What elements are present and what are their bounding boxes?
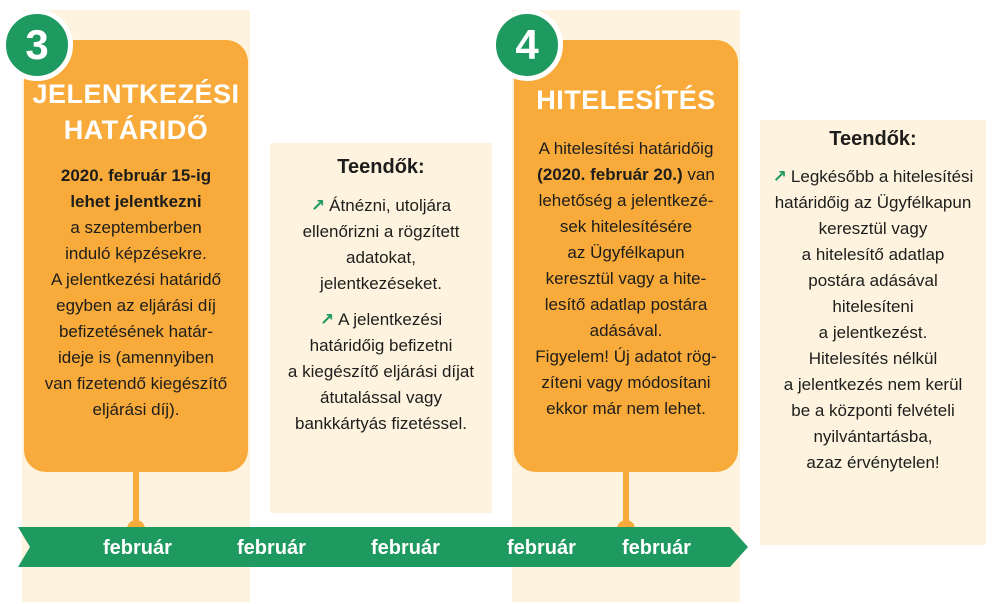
todo1-body bbox=[270, 193, 492, 447]
todo2-line: nyilvántartásba, bbox=[813, 427, 933, 446]
todo2-line: azaz érvénytelen! bbox=[806, 453, 940, 472]
step4-line1: A hitelesítési határidőig bbox=[538, 139, 714, 158]
todo2-title: Teendők: bbox=[829, 128, 917, 150]
step4-line2 bbox=[514, 162, 738, 188]
todo2-line: Legkésőbb a hitelesítési bbox=[790, 167, 974, 186]
todo1-item1-line: ellenőrizni a rögzített bbox=[302, 222, 460, 241]
todo2-line: a jelentkezés nem kerül bbox=[783, 375, 963, 394]
step3-line: van fizetendő kiegészítő bbox=[44, 374, 228, 393]
step3-title-line2: HATÁRIDŐ bbox=[63, 115, 209, 145]
step3-bold-line1: 2020. február 15-ig bbox=[60, 166, 212, 185]
todo1-item2-line: határidőig befizetni bbox=[309, 336, 453, 355]
step4-line: lesítő adatlap postára bbox=[544, 295, 708, 314]
step3-body bbox=[24, 163, 248, 423]
todo1-title: Teendők: bbox=[337, 156, 425, 178]
todo2-line: hitelesíteni bbox=[832, 297, 914, 316]
todo2-line: határidőig az Ügyfélkapun bbox=[774, 193, 972, 212]
todo2-line: be a központi felvételi bbox=[791, 401, 955, 420]
todo1-item2-line: átutalással vagy bbox=[320, 388, 442, 407]
step4-line: sek hitelesítésére bbox=[559, 217, 693, 236]
todo1-item2 bbox=[270, 307, 492, 437]
step3-line: ideje is (amennyiben bbox=[58, 348, 214, 367]
step3-title-line1: JELENTKEZÉSI bbox=[32, 79, 240, 109]
todo2-line: a hitelesítő adatlap bbox=[801, 245, 945, 264]
step4-line: keresztül vagy a hite- bbox=[545, 269, 707, 288]
step4-number: 4 bbox=[515, 21, 539, 68]
step3-line: a szeptemberben bbox=[70, 218, 202, 237]
step3-line: A jelentkezési határidő bbox=[50, 270, 222, 289]
timeline-month: február bbox=[622, 537, 691, 559]
timeline-month: február bbox=[507, 537, 576, 559]
arrow-up-right-icon: ↗ bbox=[310, 196, 326, 215]
step3-line: induló képzésekre. bbox=[65, 244, 207, 263]
step3-line: befizetésének határ- bbox=[58, 322, 214, 341]
step4-line: lehetőség a jelentkezé- bbox=[538, 191, 714, 210]
todo1-item1 bbox=[270, 193, 492, 297]
step4-line: zíteni vagy módosítani bbox=[541, 373, 711, 392]
todo2-line: a jelentkezést. bbox=[818, 323, 928, 342]
todo1-item1-line: adatokat, bbox=[346, 248, 416, 267]
step3-bold-line2: lehet jelentkezni bbox=[70, 192, 202, 211]
step3-number: 3 bbox=[25, 21, 49, 68]
step4-line: az Ügyfélkapun bbox=[567, 243, 685, 262]
todo1-item1-line: Átnézni, utoljára bbox=[329, 196, 452, 215]
arrow-up-right-icon: ↗ bbox=[319, 310, 335, 329]
timeline-month: február bbox=[103, 537, 172, 559]
step4-line: ekkor már nem lehet. bbox=[546, 399, 706, 418]
todo1-item2-line: A jelentkezési bbox=[338, 310, 443, 329]
step4-title: HITELESÍTÉS bbox=[536, 85, 716, 115]
step4-line: Figyelem! Új adatot rög- bbox=[535, 347, 717, 366]
step3-line: eljárási díj). bbox=[92, 400, 180, 419]
arrow-up-right-icon: ↗ bbox=[772, 167, 787, 186]
step3-line: egyben az eljárási díj bbox=[56, 296, 216, 315]
todo1-item1-line: jelentkezéseket. bbox=[320, 274, 442, 293]
step4-number-badge bbox=[491, 9, 563, 81]
step3-title bbox=[24, 76, 248, 148]
todo2-line: keresztül vagy bbox=[818, 219, 928, 238]
timeline-month: február bbox=[237, 537, 306, 559]
todo2-body bbox=[760, 164, 986, 476]
todo2-line: postára adásával bbox=[808, 271, 938, 290]
todo1-item2-line: bankkártyás fizetéssel. bbox=[295, 414, 467, 433]
step4-body bbox=[514, 136, 738, 422]
step4-date: (2020. február 20.) bbox=[537, 165, 683, 184]
timeline-month: február bbox=[371, 537, 440, 559]
step3-number-badge bbox=[1, 9, 73, 81]
step4-line: adásával. bbox=[589, 321, 663, 340]
todo1-item2-line: a kiegészítő eljárási díjat bbox=[287, 362, 475, 381]
step4-line2-rest: van bbox=[682, 165, 715, 184]
todo2-line: Hitelesítés nélkül bbox=[808, 349, 938, 368]
